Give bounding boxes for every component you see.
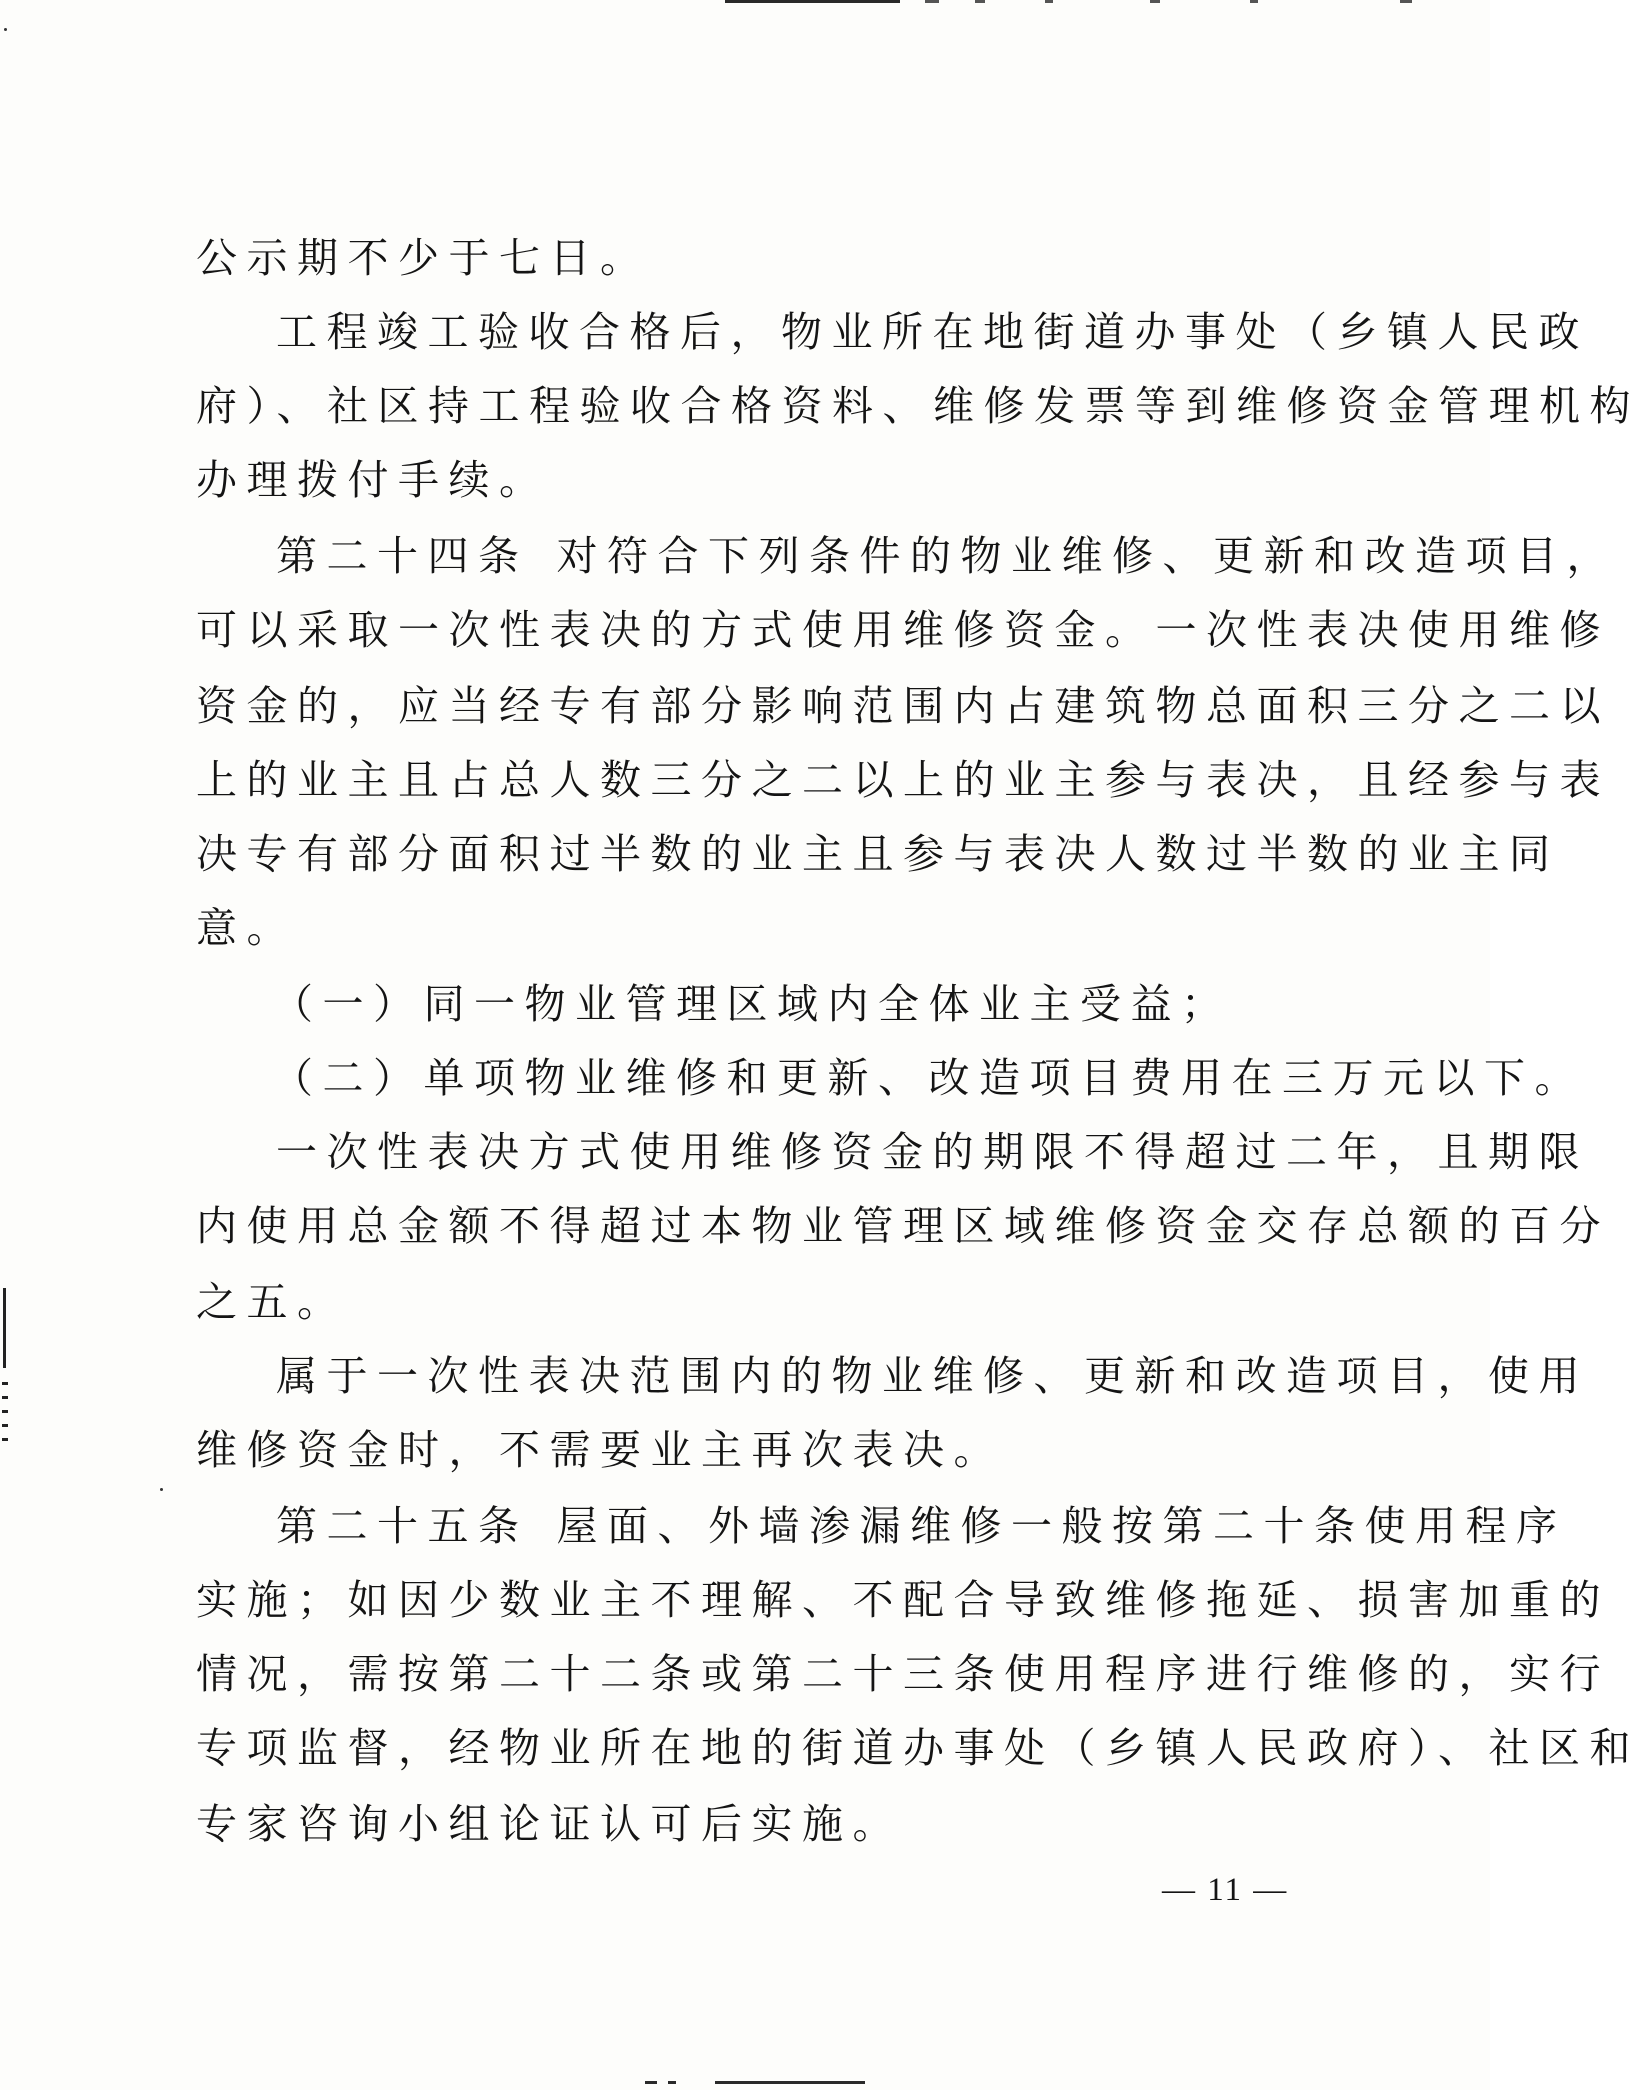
text-line-8: 上的业主且占总人数三分之二以上的业主参与表决，且经参与表 bbox=[196, 756, 1610, 804]
text-line-16: 属于一次性表决范围内的物业维修、更新和改造项目，使用 bbox=[276, 1352, 1589, 1400]
scan-artifact-left-tick bbox=[2, 1424, 8, 1427]
scan-artifact-bottom-dash bbox=[645, 2081, 657, 2084]
scan-artifact-top-dash bbox=[1250, 0, 1258, 3]
text-line-3: 府）、社区持工程验收合格资料、维修发票等到维修资金管理机构 bbox=[196, 382, 1640, 430]
text-line-5 bbox=[276, 532, 1617, 580]
text-line-2: 工程竣工验收合格后，物业所在地街道办事处（乡镇人民政 bbox=[276, 308, 1589, 356]
scan-artifact-left-bar bbox=[3, 1288, 6, 1368]
page-number: — 11 — bbox=[1162, 1872, 1289, 1908]
scan-artifact-top-dash bbox=[1045, 0, 1053, 3]
scan-artifact-left-tick bbox=[2, 1438, 8, 1441]
list-item-1: （一）同一物业管理区域内全体业主受益； bbox=[272, 980, 1232, 1028]
article-24-heading: 第二十四条 bbox=[276, 532, 529, 580]
scan-artifact-top-line bbox=[725, 0, 900, 3]
article-25-heading: 第二十五条 bbox=[276, 1502, 529, 1550]
scan-artifact-left-tick bbox=[2, 1396, 8, 1399]
text-line-21: 专项监督，经物业所在地的街道办事处（乡镇人民政府）、社区和 bbox=[196, 1724, 1640, 1772]
article-24-text: 对符合下列条件的物业维修、更新和改造项目， bbox=[556, 532, 1617, 580]
text-line-6: 可以采取一次性表决的方式使用维修资金。一次性表决使用维修 bbox=[196, 606, 1610, 654]
scan-artifact-dot bbox=[160, 1488, 163, 1491]
text-line-7: 资金的，应当经专有部分影响范围内占建筑物总面积三分之二以 bbox=[196, 682, 1610, 730]
text-line-20: 情况，需按第二十二条或第二十三条使用程序进行维修的，实行 bbox=[196, 1650, 1610, 1698]
text-line-15: 之五。 bbox=[196, 1278, 348, 1326]
text-line-9: 决专有部分面积过半数的业主且参与表决人数过半数的业主同 bbox=[196, 830, 1560, 878]
list-item-2: （二）单项物业维修和更新、改造项目费用在三万元以下。 bbox=[272, 1054, 1585, 1102]
text-line-17: 维修资金时，不需要业主再次表决。 bbox=[196, 1426, 1004, 1474]
scan-artifact-dot bbox=[4, 28, 7, 31]
text-line-4: 办理拨付手续。 bbox=[196, 456, 550, 504]
text-line-1: 公示期不少于七日。 bbox=[196, 234, 651, 282]
article-25-text: 屋面、外墙渗漏维修一般按第二十条使用程序 bbox=[556, 1502, 1567, 1550]
scan-artifact-bottom-line bbox=[715, 2081, 865, 2084]
scan-artifact-top-dash bbox=[975, 0, 985, 3]
text-line-13: 一次性表决方式使用维修资金的期限不得超过二年，且期限 bbox=[276, 1128, 1589, 1176]
text-line-14: 内使用总金额不得超过本物业管理区域维修资金交存总额的百分 bbox=[196, 1202, 1610, 1250]
text-line-18 bbox=[276, 1502, 1567, 1550]
text-line-22: 专家咨询小组论证认可后实施。 bbox=[196, 1800, 903, 1848]
scan-artifact-left-tick bbox=[2, 1410, 8, 1413]
scan-artifact-top-dash bbox=[925, 0, 939, 3]
scan-artifact-top-dash bbox=[1400, 0, 1412, 3]
text-line-10: 意。 bbox=[196, 904, 297, 952]
scan-artifact-bottom-dash bbox=[668, 2081, 676, 2084]
scan-artifact-left-tick bbox=[2, 1382, 8, 1385]
scan-artifact-top-dash bbox=[1150, 0, 1160, 3]
text-line-19: 实施；如因少数业主不理解、不配合导致维修拖延、损害加重的 bbox=[196, 1576, 1610, 1624]
